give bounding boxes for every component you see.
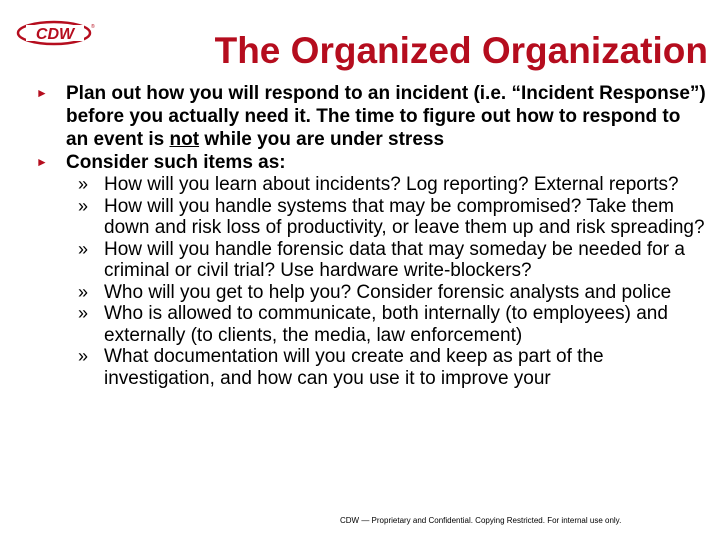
triangle-bullet-icon: ►	[36, 155, 48, 169]
sub-item-learn-incidents	[66, 174, 714, 196]
logo-registered-mark: ®	[91, 24, 95, 30]
bullet-1-underlined: not	[169, 129, 200, 150]
bullet-plan-response	[36, 82, 706, 151]
bullet-1-text-pre: Plan out how you will respond to an incident (i.e. “Incident Response”) before you actually need it. The time to figure out how to respond to an event is	[66, 83, 706, 150]
sub-item-who-helps	[66, 282, 714, 304]
bullet-2-text: Consider such items as:	[66, 152, 286, 173]
triangle-bullet-icon: ►	[36, 86, 48, 100]
sub-item-text: Who will you get to help you? Consider forensic analysts and police	[104, 281, 672, 303]
bullet-1-text-post: while you are under stress	[199, 129, 445, 150]
double-chevron-bullet-icon: »	[78, 238, 89, 259]
sub-item-text: How will you handle forensic data that may someday be needed for a criminal or civil trial? Use hardware write-blockers?	[104, 238, 685, 281]
slide-title: The Organized Organization	[214, 30, 708, 71]
sub-item-communication	[66, 303, 714, 346]
sub-item-text: How will you learn about incidents? Log reporting? External reports?	[104, 174, 679, 195]
sub-item-documentation	[66, 346, 714, 389]
confidentiality-footer: CDW — Proprietary and Confidential. Copying Restricted. For internal use only.	[340, 516, 622, 525]
sub-item-text: Who is allowed to communicate, both internally (to employees) and externally (to clients, the media, law enforcement)	[104, 303, 668, 346]
double-chevron-bullet-icon: »	[78, 303, 89, 323]
double-chevron-bullet-icon: »	[78, 174, 89, 194]
double-chevron-bullet-icon: »	[78, 346, 89, 366]
double-chevron-bullet-icon: »	[78, 195, 89, 216]
slide-body	[36, 82, 706, 389]
double-chevron-bullet-icon: »	[78, 281, 89, 302]
sub-item-compromised-systems	[66, 196, 714, 239]
logo-text: CDW	[35, 26, 75, 43]
bullet-consider-items	[36, 151, 706, 174]
sub-item-text: What documentation will you create and keep as part of the investigation, and how can you use it to improve your	[104, 346, 604, 389]
sub-item-forensic-data	[66, 239, 714, 282]
sub-item-text: How will you handle systems that may be compromised? Take them down and risk loss of productivity, or leave them up and risk spreading?	[104, 195, 705, 238]
